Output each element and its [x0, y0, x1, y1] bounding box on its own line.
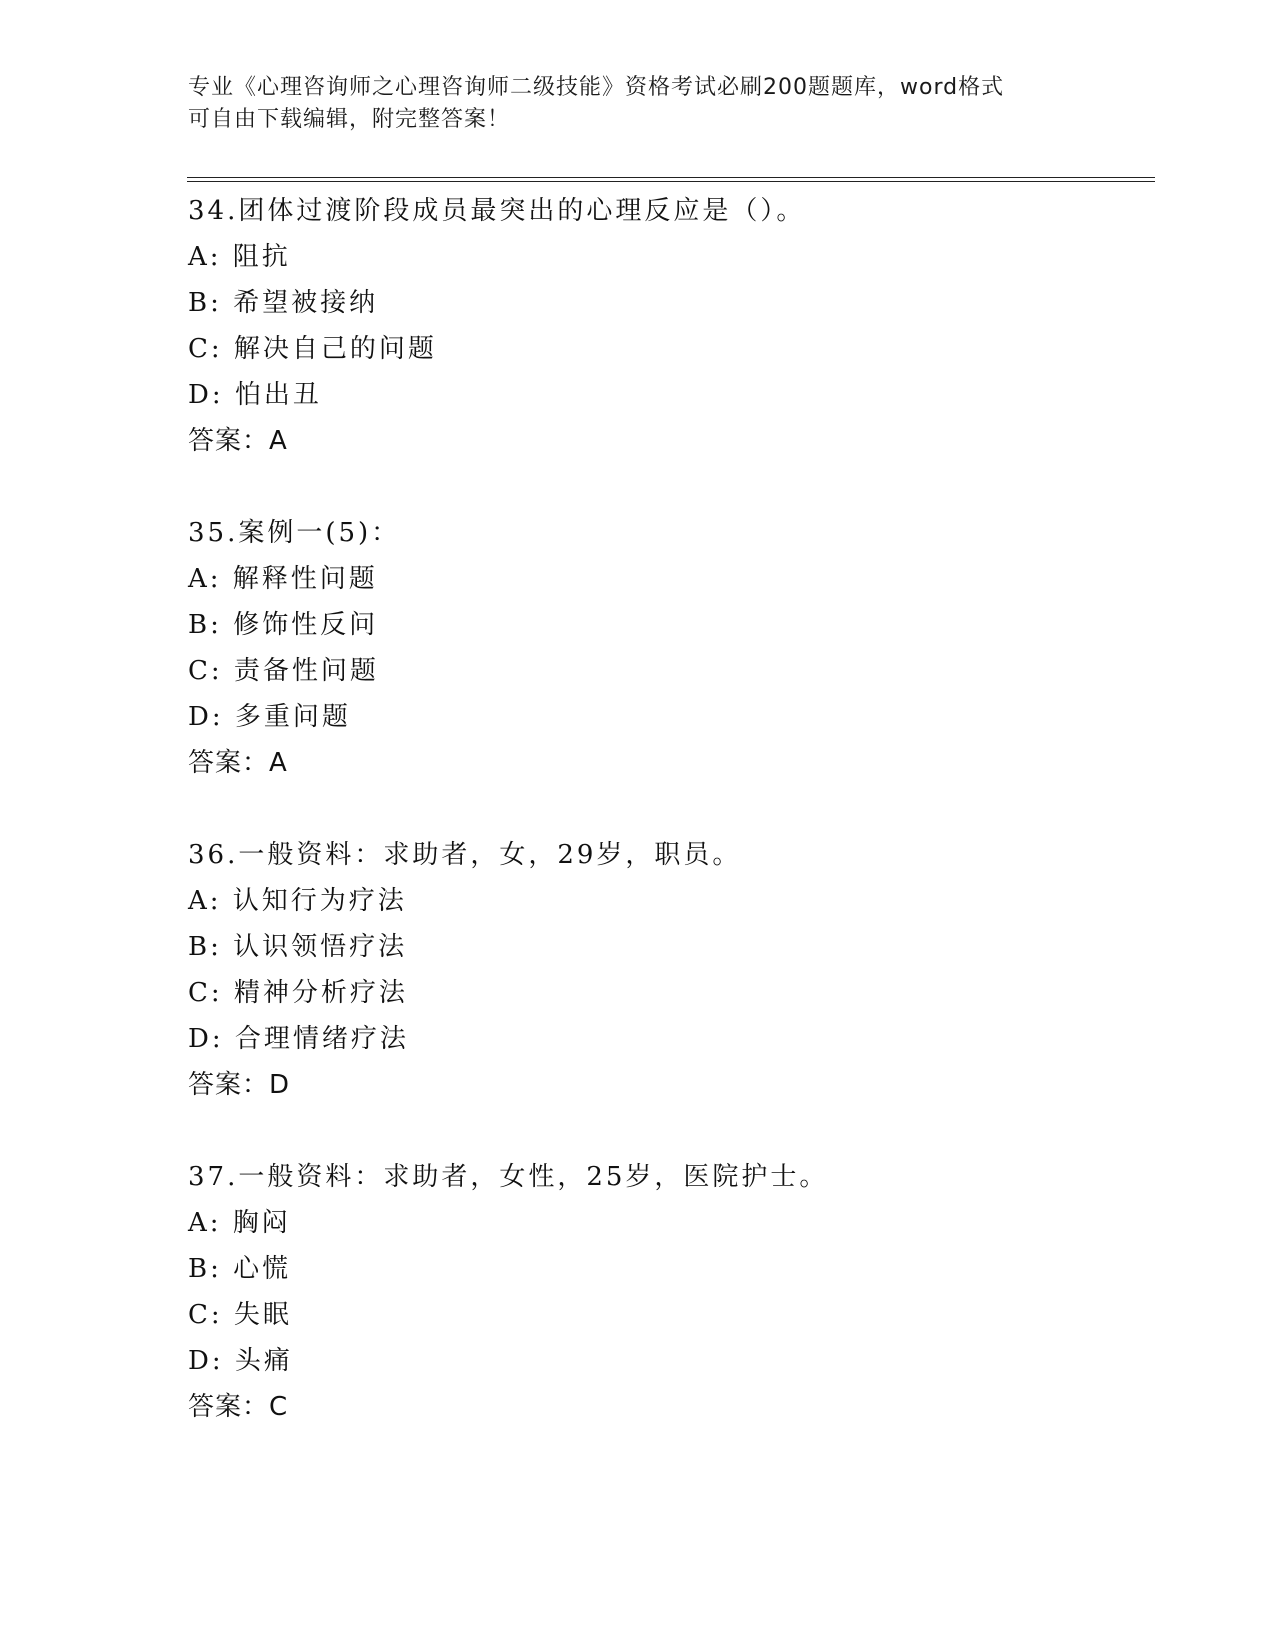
- question-spacer: [188, 464, 1148, 510]
- option-b: B: 认识领悟疗法: [188, 932, 408, 962]
- option-c: C: 失眠: [188, 1300, 292, 1330]
- answer-line: 答案：C: [188, 1392, 289, 1422]
- question-36: [188, 832, 1148, 1154]
- option-d: D: 多重问题: [188, 702, 351, 732]
- option-c: C: 责备性问题: [188, 656, 379, 686]
- answer-line: 答案：A: [188, 748, 288, 778]
- answer-line: 答案：A: [188, 426, 288, 456]
- option-a: A: 阻抗: [188, 242, 291, 272]
- question-stem: 35.案例一(5)：: [188, 518, 401, 548]
- answer-line: 答案：D: [188, 1070, 291, 1100]
- option-c: C: 精神分析疗法: [188, 978, 408, 1008]
- question-spacer: [188, 786, 1148, 832]
- question-37: [188, 1154, 1148, 1430]
- question-stem: 36.一般资料：求助者，女，29岁，职员。: [188, 840, 742, 870]
- option-d: D: 头痛: [188, 1346, 293, 1376]
- header-divider-top: [187, 177, 1155, 178]
- option-b: B: 心慌: [188, 1254, 292, 1284]
- header-line-2: 可自由下载编辑，附完整答案！: [188, 107, 511, 132]
- question-spacer: [188, 1108, 1148, 1154]
- option-d: D: 合理情绪疗法: [188, 1024, 409, 1054]
- question-35: [188, 510, 1148, 832]
- option-a: A: 解释性问题: [188, 564, 378, 594]
- option-c: C: 解决自己的问题: [188, 334, 437, 364]
- option-a: A: 胸闷: [188, 1208, 291, 1238]
- option-d: D: 怕出丑: [188, 380, 322, 410]
- option-b: B: 希望被接纳: [188, 288, 379, 318]
- header-divider-bottom: [187, 181, 1155, 182]
- document-header: [188, 72, 1108, 136]
- option-a: A: 认知行为疗法: [188, 886, 407, 916]
- option-b: B: 修饰性反问: [188, 610, 379, 640]
- header-line-1: 专业《心理咨询师之心理咨询师二级技能》资格考试必刷200题题库，word格式: [188, 75, 1005, 100]
- question-34: [188, 188, 1148, 510]
- question-stem: 37.一般资料：求助者，女性，25岁，医院护士。: [188, 1162, 829, 1192]
- question-stem: 34.团体过渡阶段成员最突出的心理反应是（）。: [188, 196, 806, 226]
- question-list: [188, 188, 1148, 1430]
